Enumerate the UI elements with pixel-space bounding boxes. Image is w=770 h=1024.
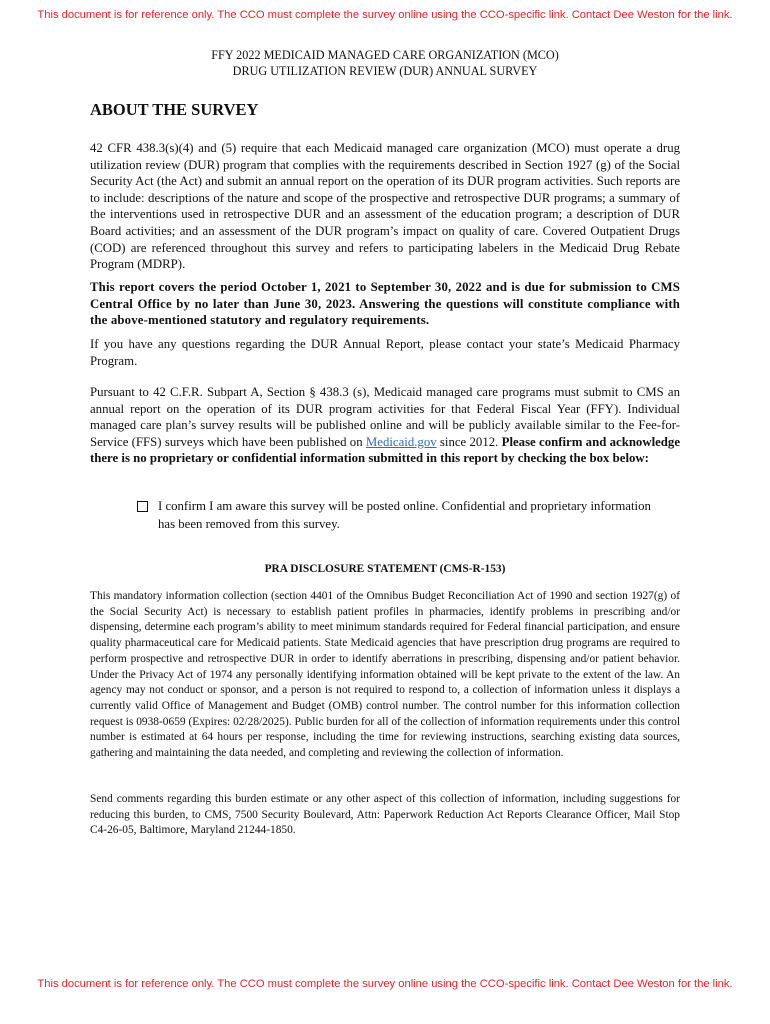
header-line-1: FFY 2022 MEDICAID MANAGED CARE ORGANIZATION (MCO): [211, 48, 559, 62]
pra-paragraph-1: This mandatory information collection (section 4401 of the Omnibus Budget Reconciliation Act of 1990 and section 1927(g) of the Social Security Act) is necessary to establish patient profiles in pharmacies, identify problems in prescribing and/or dispensing, determine each program’s ability to meet minimum standards required for Federal financial participation, and ensure quality pharmaceutical care for Medicaid patients. State Medicaid agencies that have prescription drug programs are required to perform prospective and retrospective DUR in order to identify aberrations in prescribing, dispensing and/or patient behavior. Under the Privacy Act of 1974 any personally identifying information obtained will be kept private to the extent of the law. An agency may not conduct or sponsor, and a person is not required to respond to, a collection of information unless it displays a currently valid Office of Management and Budget (OMB) control number. The control number for this information collection request is 0938-0659 (Expires: 02/28/2025). Public burden for all of the collection of information requirements under this control number is estimated at 64 hours per response, including the time for reviewing instructions, searching existing data sources, gathering and maintaining the data needed, and completing and reviewing the collection of information.: [90, 590, 680, 760]
about-survey-title: ABOUT THE SURVEY: [90, 100, 259, 119]
pra-disclosure-title: PRA DISCLOSURE STATEMENT (CMS-R-153): [264, 563, 506, 575]
document-header: [0, 47, 770, 79]
confirm-checkbox-label: I confirm I am aware this survey will be posted online. Confidential and proprietary information has been removed from this survey.: [158, 499, 651, 531]
confirm-checkbox[interactable]: [137, 501, 148, 512]
publication-text-since: since 2012.: [436, 434, 502, 449]
confirm-checkbox-row[interactable]: [137, 498, 657, 533]
reference-banner-bottom: This document is for reference only. The CCO must complete the survey online using the CCO-specific link. Contact Dee Weston for the link.: [37, 978, 733, 990]
confirm-instruction: Please confirm and acknowledge there is no proprietary or confidential information submitted in this report by checking the box below:: [90, 434, 681, 466]
reporting-period-paragraph: This report covers the period October 1, 2021 to September 30, 2022 and is due for submission to CMS Central Office by no later than June 30, 2023. Answering the questions will constitute compliance with the above-mentioned statutory and regulatory requirements.: [90, 280, 680, 328]
about-paragraph-1: 42 CFR 438.3(s)(4) and (5) require that each Medicaid managed care organization (MCO) must operate a drug utilization review (DUR) program that complies with the requirements described in Section 1927 (g) of the Social Security Act (the Act) and submit an annual report on the operation of its DUR program activities. Such reports are to include: descriptions of the nature and scope of the prospective and retrospective DUR programs; a summary of the interventions used in retrospective DUR and an assessment of the education program; a description of DUR Board activities; and an assessment of the DUR program’s impact on quality of care. Covered Outpatient Drugs (COD) are referenced throughout this survey and refers to participating labelers in the Medicaid Drug Rebate Program (MDRP).: [90, 141, 680, 272]
reference-banner-top: This document is for reference only. The CCO must complete the survey online using the CCO-specific link. Contact Dee Weston for the link.: [37, 9, 733, 21]
medicaid-gov-link[interactable]: Medicaid.gov: [365, 434, 437, 449]
pra-paragraph-2: Send comments regarding this burden estimate or any other aspect of this collection of information, including suggestions for reducing this burden, to CMS, 7500 Security Boulevard, Attn: Paperwork Reduction Act Reports Clearance Officer, Mail Stop C4-26-05, Baltimore, Maryland 21244-1850.: [90, 793, 680, 837]
header-line-2: DRUG UTILIZATION REVIEW (DUR) ANNUAL SURVEY: [232, 64, 538, 78]
publication-text: Pursuant to 42 C.F.R. Subpart A, Section § 438.3 (s), Medicaid managed care programs must submit to CMS an annual report on the operation of its DUR program activities for that Federal Fiscal Year (FFY). Individual managed care plan’s survey results will be published online and will be publicly available similar to the Fee-for-Service (FFS) surveys which have been published on: [90, 385, 680, 449]
contact-paragraph: If you have any questions regarding the DUR Annual Report, please contact your state’s Medicaid Pharmacy Program.: [90, 337, 680, 368]
publication-paragraph: [90, 384, 680, 467]
